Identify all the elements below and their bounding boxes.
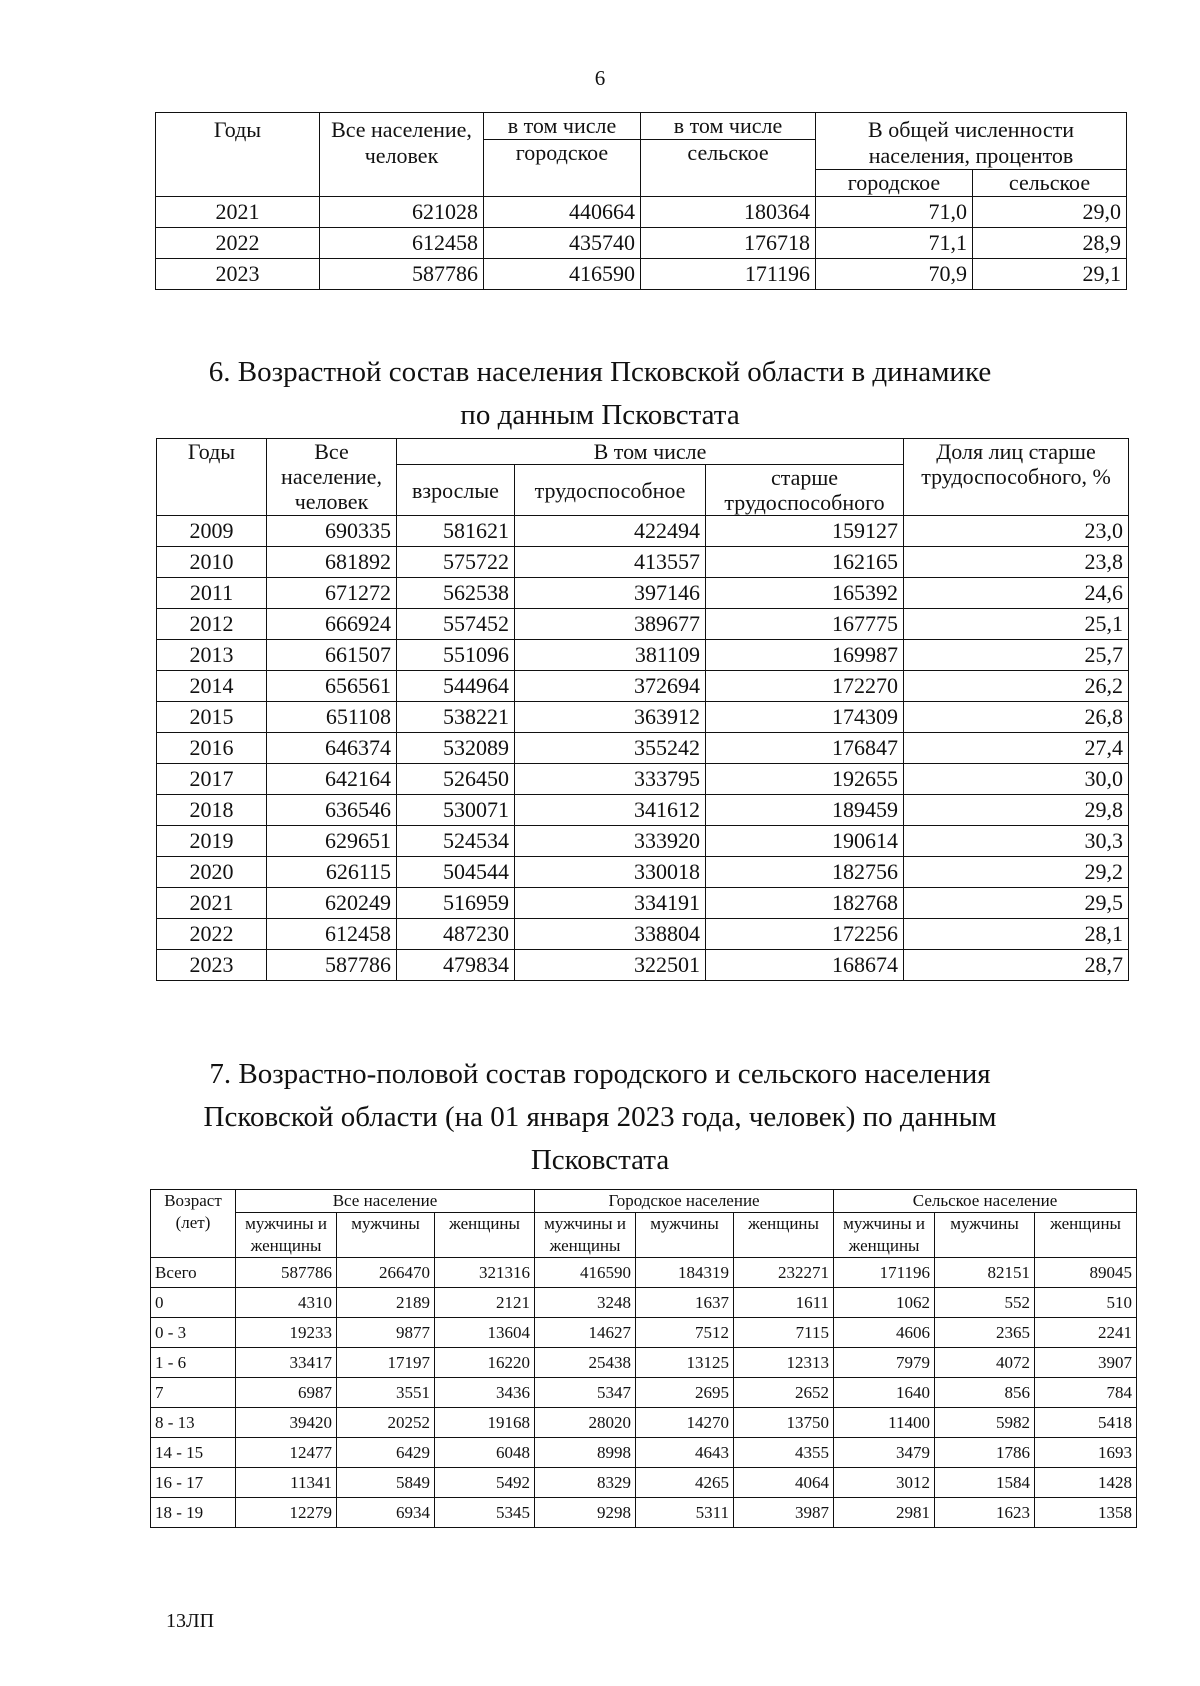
table-cell: 14627 <box>535 1318 636 1348</box>
table-cell: 29,1 <box>973 259 1127 290</box>
table-cell: 12279 <box>236 1498 337 1528</box>
table-cell: 629651 <box>267 826 397 857</box>
section-7-title-line-3: Псковстата <box>530 1144 670 1176</box>
table-cell: 28,1 <box>904 919 1129 950</box>
table-cell: 330018 <box>515 857 706 888</box>
table-cell: 2019 <box>157 826 267 857</box>
table-cell: 784 <box>1035 1378 1137 1408</box>
table-cell: 23,0 <box>904 516 1129 547</box>
table-cell: 12313 <box>734 1348 834 1378</box>
header-share-older: Доля лиц старше трудоспособного, % <box>904 439 1129 516</box>
table-cell: 612458 <box>267 919 397 950</box>
table-cell: 487230 <box>397 919 515 950</box>
table-cell: 516959 <box>397 888 515 919</box>
table-cell: 636546 <box>267 795 397 826</box>
table-cell: 70,9 <box>816 259 973 290</box>
table-row <box>151 1408 1137 1438</box>
header-rural-women: женщины <box>1035 1213 1137 1258</box>
table-cell: 552 <box>935 1288 1035 1318</box>
header-all-men: мужчины <box>337 1213 435 1258</box>
table-cell: 651108 <box>267 702 397 733</box>
table-cell: 2010 <box>157 547 267 578</box>
page-number: 6 <box>594 66 606 90</box>
table-cell: 2695 <box>636 1378 734 1408</box>
header-urban-percent: городское <box>816 170 973 197</box>
table-cell: 6934 <box>337 1498 435 1528</box>
table-cell: 16 - 17 <box>151 1468 236 1498</box>
table-cell: 165392 <box>706 578 904 609</box>
table-row <box>151 1438 1137 1468</box>
section-6-title <box>0 351 1200 437</box>
table-cell: 4064 <box>734 1468 834 1498</box>
table-cell: 1428 <box>1035 1468 1137 1498</box>
header-rural: сельское <box>641 140 816 197</box>
table-row <box>157 888 1129 919</box>
table-row <box>151 1498 1137 1528</box>
table-cell: 4072 <box>935 1348 1035 1378</box>
table-cell: 24,6 <box>904 578 1129 609</box>
header-rural-men: мужчины <box>935 1213 1035 1258</box>
table-cell: 25438 <box>535 1348 636 1378</box>
table-cell: 544964 <box>397 671 515 702</box>
table-cell: 504544 <box>397 857 515 888</box>
table-cell: 341612 <box>515 795 706 826</box>
table-cell: 33417 <box>236 1348 337 1378</box>
table-cell: 363912 <box>515 702 706 733</box>
table-cell: 587786 <box>320 259 484 290</box>
table-cell: 1611 <box>734 1288 834 1318</box>
table-cell: 656561 <box>267 671 397 702</box>
table-row <box>157 547 1129 578</box>
table-cell: 4643 <box>636 1438 734 1468</box>
table-cell: 39420 <box>236 1408 337 1438</box>
table-cell: 2018 <box>157 795 267 826</box>
table-cell: 5849 <box>337 1468 435 1498</box>
table-cell: 562538 <box>397 578 515 609</box>
table-cell: 2011 <box>157 578 267 609</box>
table-cell: 2020 <box>157 857 267 888</box>
table-cell: 2023 <box>157 950 267 981</box>
table-cell: 8998 <box>535 1438 636 1468</box>
header-adults: взрослые <box>397 465 515 516</box>
table-cell: 25,7 <box>904 640 1129 671</box>
table-cell: 4310 <box>236 1288 337 1318</box>
header-urban: городское <box>484 140 641 197</box>
table-cell: 167775 <box>706 609 904 640</box>
table-cell: 7512 <box>636 1318 734 1348</box>
table-cell: 8 - 13 <box>151 1408 236 1438</box>
section-7-title <box>0 1053 1200 1182</box>
header-older-than-working-age: старше трудоспособного <box>706 465 904 516</box>
table-cell: 189459 <box>706 795 904 826</box>
table-row <box>157 578 1129 609</box>
table-cell: 19168 <box>435 1408 535 1438</box>
table-cell: 1584 <box>935 1468 1035 1498</box>
section-6-title-line-1: 6. Возрастной состав населения Псковской области в динамике <box>208 356 992 388</box>
section-7-title-line-2: Псковской области (на 01 января 2023 года, человек) по данным <box>203 1101 997 1133</box>
table-cell: 174309 <box>706 702 904 733</box>
table-cell: 413557 <box>515 547 706 578</box>
table-cell: 2015 <box>157 702 267 733</box>
age-sex-composition-table <box>150 1189 1137 1528</box>
table-cell: 14270 <box>636 1408 734 1438</box>
table-cell: 1358 <box>1035 1498 1137 1528</box>
table-cell: 171196 <box>641 259 816 290</box>
table-cell: 372694 <box>515 671 706 702</box>
table-cell: 524534 <box>397 826 515 857</box>
table-cell: 440664 <box>484 197 641 228</box>
table-cell: 172256 <box>706 919 904 950</box>
table-row <box>157 764 1129 795</box>
table-cell: 4265 <box>636 1468 734 1498</box>
table-cell: 8329 <box>535 1468 636 1498</box>
table-cell: 176718 <box>641 228 816 259</box>
table-cell: 5982 <box>935 1408 1035 1438</box>
table-cell: 538221 <box>397 702 515 733</box>
header-all-both-sexes: мужчины и женщины <box>236 1213 337 1258</box>
header-all-population: Все население, человек <box>267 439 397 516</box>
table-cell: 29,5 <box>904 888 1129 919</box>
table-cell: 30,0 <box>904 764 1129 795</box>
table-row <box>157 733 1129 764</box>
table-cell: 168674 <box>706 950 904 981</box>
table-cell: 29,8 <box>904 795 1129 826</box>
header-all-women: женщины <box>435 1213 535 1258</box>
table-cell: 381109 <box>515 640 706 671</box>
header-share-percent: В общей численности населения, процентов <box>816 113 1127 170</box>
table-cell: 1623 <box>935 1498 1035 1528</box>
table-cell: 1637 <box>636 1288 734 1318</box>
table-cell: 666924 <box>267 609 397 640</box>
table-cell: 180364 <box>641 197 816 228</box>
table-row <box>157 671 1129 702</box>
table-cell: 29,0 <box>973 197 1127 228</box>
table-cell: 642164 <box>267 764 397 795</box>
table-cell: 338804 <box>515 919 706 950</box>
footer-code: 13ЛП <box>166 1610 215 1632</box>
table-cell: 3479 <box>834 1438 935 1468</box>
table-cell: 18 - 19 <box>151 1498 236 1528</box>
table-cell: 5347 <box>535 1378 636 1408</box>
table-row <box>157 516 1129 547</box>
table-row <box>151 1318 1137 1348</box>
table-cell: 690335 <box>267 516 397 547</box>
table-cell: 176847 <box>706 733 904 764</box>
table-cell: 557452 <box>397 609 515 640</box>
table-cell: 71,0 <box>816 197 973 228</box>
table-cell: 334191 <box>515 888 706 919</box>
table-cell: 1640 <box>834 1378 935 1408</box>
table-cell: 7979 <box>834 1348 935 1378</box>
header-urban-population: Городское население <box>535 1190 834 1213</box>
table-cell: 266470 <box>337 1258 435 1288</box>
table-cell: Всего <box>151 1258 236 1288</box>
table-cell: 13750 <box>734 1408 834 1438</box>
table-row <box>157 919 1129 950</box>
table-cell: 13125 <box>636 1348 734 1378</box>
header-including-1: в том числе <box>484 113 641 140</box>
table-cell: 182756 <box>706 857 904 888</box>
table-row <box>157 826 1129 857</box>
table-cell: 2241 <box>1035 1318 1137 1348</box>
table-cell: 14 - 15 <box>151 1438 236 1468</box>
table-cell: 26,8 <box>904 702 1129 733</box>
table-row <box>151 1288 1137 1318</box>
table-cell: 1693 <box>1035 1438 1137 1468</box>
section-6-title-line-2: по данным Псковстата <box>460 399 740 431</box>
table-cell: 3248 <box>535 1288 636 1318</box>
table-cell: 1786 <box>935 1438 1035 1468</box>
table-cell: 2017 <box>157 764 267 795</box>
table-cell: 159127 <box>706 516 904 547</box>
table-cell: 169987 <box>706 640 904 671</box>
table-cell: 587786 <box>236 1258 337 1288</box>
header-urban-women: женщины <box>734 1213 834 1258</box>
table-row <box>157 640 1129 671</box>
table-cell: 530071 <box>397 795 515 826</box>
urban-rural-population-table <box>155 112 1127 290</box>
table-cell: 322501 <box>515 950 706 981</box>
header-rural-both-sexes: мужчины и женщины <box>834 1213 935 1258</box>
table-cell: 2365 <box>935 1318 1035 1348</box>
header-urban-both-sexes: мужчины и женщины <box>535 1213 636 1258</box>
table-cell: 4606 <box>834 1318 935 1348</box>
table-cell: 2022 <box>156 228 320 259</box>
table-cell: 3012 <box>834 1468 935 1498</box>
table-cell: 2652 <box>734 1378 834 1408</box>
table-cell: 23,8 <box>904 547 1129 578</box>
table-cell: 575722 <box>397 547 515 578</box>
table-cell: 5311 <box>636 1498 734 1528</box>
table-cell: 28,7 <box>904 950 1129 981</box>
table-cell: 4355 <box>734 1438 834 1468</box>
table-cell: 2121 <box>435 1288 535 1318</box>
table-cell: 162165 <box>706 547 904 578</box>
table-cell: 172270 <box>706 671 904 702</box>
table-cell: 5418 <box>1035 1408 1137 1438</box>
table-row <box>156 228 1127 259</box>
table-cell: 389677 <box>515 609 706 640</box>
table-cell: 232271 <box>734 1258 834 1288</box>
table-cell: 397146 <box>515 578 706 609</box>
table-cell: 12477 <box>236 1438 337 1468</box>
table-cell: 182768 <box>706 888 904 919</box>
table-cell: 612458 <box>320 228 484 259</box>
table-cell: 661507 <box>267 640 397 671</box>
table-cell: 435740 <box>484 228 641 259</box>
table-cell: 422494 <box>515 516 706 547</box>
table-cell: 2981 <box>834 1498 935 1528</box>
table-cell: 416590 <box>484 259 641 290</box>
table-cell: 621028 <box>320 197 484 228</box>
table-cell: 581621 <box>397 516 515 547</box>
table-cell: 13604 <box>435 1318 535 1348</box>
table-cell: 3436 <box>435 1378 535 1408</box>
header-years: Годы <box>156 113 320 197</box>
table-cell: 6048 <box>435 1438 535 1468</box>
table-cell: 416590 <box>535 1258 636 1288</box>
table-cell: 71,1 <box>816 228 973 259</box>
table-cell: 587786 <box>267 950 397 981</box>
table-cell: 2021 <box>157 888 267 919</box>
table-row <box>157 702 1129 733</box>
table-cell: 646374 <box>267 733 397 764</box>
table-cell: 1 - 6 <box>151 1348 236 1378</box>
header-including: В том числе <box>397 439 904 465</box>
table-row <box>151 1378 1137 1408</box>
table-cell: 5345 <box>435 1498 535 1528</box>
table-cell: 510 <box>1035 1288 1137 1318</box>
header-rural-population: Сельское население <box>834 1190 1137 1213</box>
table-cell: 620249 <box>267 888 397 919</box>
table-cell: 6429 <box>337 1438 435 1468</box>
table-cell: 532089 <box>397 733 515 764</box>
table-cell: 0 <box>151 1288 236 1318</box>
table-cell: 28,9 <box>973 228 1127 259</box>
table-cell: 671272 <box>267 578 397 609</box>
table-cell: 30,3 <box>904 826 1129 857</box>
table-cell: 3907 <box>1035 1348 1137 1378</box>
table-cell: 355242 <box>515 733 706 764</box>
table-cell: 1062 <box>834 1288 935 1318</box>
table-cell: 2009 <box>157 516 267 547</box>
table-cell: 856 <box>935 1378 1035 1408</box>
header-including-2: в том числе <box>641 113 816 140</box>
table-row <box>156 259 1127 290</box>
header-rural-percent: сельское <box>973 170 1127 197</box>
table-row <box>157 857 1129 888</box>
table-cell: 171196 <box>834 1258 935 1288</box>
table-cell: 333920 <box>515 826 706 857</box>
table-cell: 681892 <box>267 547 397 578</box>
table-cell: 184319 <box>636 1258 734 1288</box>
table-cell: 6987 <box>236 1378 337 1408</box>
table-cell: 9298 <box>535 1498 636 1528</box>
table-cell: 526450 <box>397 764 515 795</box>
table-cell: 11341 <box>236 1468 337 1498</box>
table-cell: 190614 <box>706 826 904 857</box>
table-cell: 2012 <box>157 609 267 640</box>
table-cell: 27,4 <box>904 733 1129 764</box>
table-row <box>151 1258 1137 1288</box>
header-years: Годы <box>157 439 267 516</box>
age-composition-table <box>156 438 1129 981</box>
table-cell: 479834 <box>397 950 515 981</box>
table-cell: 9877 <box>337 1318 435 1348</box>
table-cell: 192655 <box>706 764 904 795</box>
table-cell: 321316 <box>435 1258 535 1288</box>
table-cell: 5492 <box>435 1468 535 1498</box>
table-cell: 2022 <box>157 919 267 950</box>
table-cell: 25,1 <box>904 609 1129 640</box>
table-cell: 26,2 <box>904 671 1129 702</box>
table-cell: 28020 <box>535 1408 636 1438</box>
table-row <box>157 950 1129 981</box>
table-row <box>157 795 1129 826</box>
table-cell: 11400 <box>834 1408 935 1438</box>
table-cell: 2023 <box>156 259 320 290</box>
table-row <box>157 609 1129 640</box>
header-working-age: трудоспособное <box>515 465 706 516</box>
table-cell: 29,2 <box>904 857 1129 888</box>
table-cell: 17197 <box>337 1348 435 1378</box>
table-cell: 16220 <box>435 1348 535 1378</box>
table-cell: 7 <box>151 1378 236 1408</box>
table-cell: 20252 <box>337 1408 435 1438</box>
header-age: Возраст (лет) <box>151 1190 236 1258</box>
header-all-population: Все население, человек <box>320 113 484 197</box>
header-urban-men: мужчины <box>636 1213 734 1258</box>
table-cell: 82151 <box>935 1258 1035 1288</box>
table-cell: 551096 <box>397 640 515 671</box>
table-row <box>151 1468 1137 1498</box>
table-cell: 89045 <box>1035 1258 1137 1288</box>
table-row <box>156 197 1127 228</box>
table-cell: 2014 <box>157 671 267 702</box>
table-cell: 0 - 3 <box>151 1318 236 1348</box>
table-row <box>151 1348 1137 1378</box>
table-cell: 3551 <box>337 1378 435 1408</box>
table-cell: 2016 <box>157 733 267 764</box>
table-cell: 2013 <box>157 640 267 671</box>
table-cell: 2021 <box>156 197 320 228</box>
section-7-title-line-1: 7. Возрастно-половой состав городского и сельского населения <box>209 1058 991 1090</box>
table-cell: 2189 <box>337 1288 435 1318</box>
table-cell: 19233 <box>236 1318 337 1348</box>
table-cell: 626115 <box>267 857 397 888</box>
table-cell: 7115 <box>734 1318 834 1348</box>
header-all-population: Все население <box>236 1190 535 1213</box>
table-cell: 333795 <box>515 764 706 795</box>
table-cell: 3987 <box>734 1498 834 1528</box>
